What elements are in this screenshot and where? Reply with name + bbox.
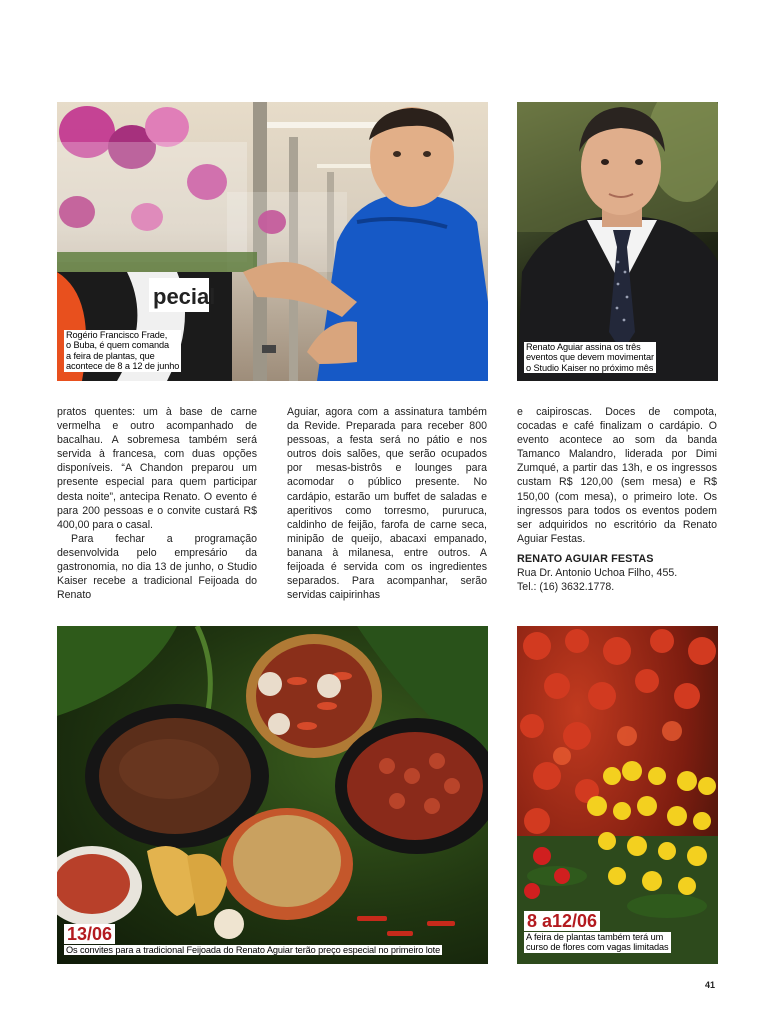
contact-address: Rua Dr. Antonio Uchoa Filho, 455. (517, 567, 678, 580)
feijoada-date-tag: 13/06 (64, 924, 115, 944)
caption-line: Renato Aguiar assina os três (526, 342, 641, 352)
photo-plant-market (57, 102, 488, 381)
contact-heading: RENATO AGUIAR FESTAS (517, 552, 654, 565)
caption-line: curso de flores com vagas limitadas (526, 942, 669, 953)
caption-line: Os convites para a tradicional Feijoada do Renato Aguiar terão preço especial no primeiro lote (66, 945, 441, 955)
caption-line: o Buba, é quem comanda (66, 340, 170, 351)
photo-portrait (517, 102, 718, 381)
article-paragraph: e caipiroscas. Doces de compota, cocadas e café finalizam o cardápio. O evento acontece ao som da banda Tamanco Malandro, liderada por Dimi Zumqué, a partir das 13h, e os ingressos custam R$ 120,00 (sem mesa) e R$ 150,00 (com mesa), o primeiro lote. Os ingressos para todos os eventos podem ser adquiridos no escritório da Renato Aguiar Festas. (517, 406, 717, 545)
flowers-photo-caption (524, 932, 671, 953)
portrait-photo-caption (524, 342, 656, 373)
caption-line: eventos que devem movimentar (526, 352, 654, 363)
market-photo-caption (64, 330, 181, 372)
article-paragraph: pratos quentes: um à base de carne vermelha e outro acompanhado de bacalhau. A sobremesa também será servida à francesa, com duas opções disponíveis. “A Chandon preparou um presente especial para quem participar desta noite”, antecipa Renato. O evento é para 200 pessoas e o convite custará R$ 400,00 para o casal. (57, 406, 257, 531)
caption-line: acontece de 8 a 12 de junho (66, 361, 180, 372)
photo-feijoada (57, 626, 488, 964)
article-paragraph: Aguiar, agora com a assinatura também da Revide. Preparada para receber 800 pessoas, a festa será no pátio e nos outros dois salões, que serão ocupados por mesas-bistrôs e lounges para acomodar o público presente. No cardápio, estarão um buffet de saladas e aperitivos como torresmo, pururuca, caldinho de feijão, farofa de carne seca, minipão de queijo, abacaxi empanado, banana à milanesa, entre outros. A feijoada é servida com os ingredientes separados. Para acompanhar, serão servidas caipirinhas (287, 406, 487, 602)
article-column-1 (57, 405, 257, 602)
article-paragraph: Para fechar a programação desenvolvida pelo empresário da gastronomia, no dia 13 de junho, o Studio Kaiser recebe a tradicional Feijoada do Renato (57, 532, 257, 602)
page-number: 41 (705, 980, 716, 990)
portrait-illustration (517, 102, 718, 381)
sign-text: pecial (153, 284, 216, 309)
contact-phone: Tel.: (16) 3632.1778. (517, 581, 615, 594)
caption-line: o Studio Kaiser no próximo mês (526, 362, 654, 373)
feijoada-photo-caption (64, 945, 442, 955)
caption-line: a feira de plantas, que (66, 350, 155, 361)
caption-line: Rogério Francisco Frade, (66, 330, 168, 340)
article-column-2 (287, 405, 487, 602)
photo-flowers (517, 626, 718, 964)
caption-line: A feira de plantas também terá um (526, 932, 664, 942)
flowers-date-tag: 8 a12/06 (524, 911, 600, 931)
article-column-3 (517, 405, 717, 594)
feijoada-illustration (57, 626, 488, 964)
